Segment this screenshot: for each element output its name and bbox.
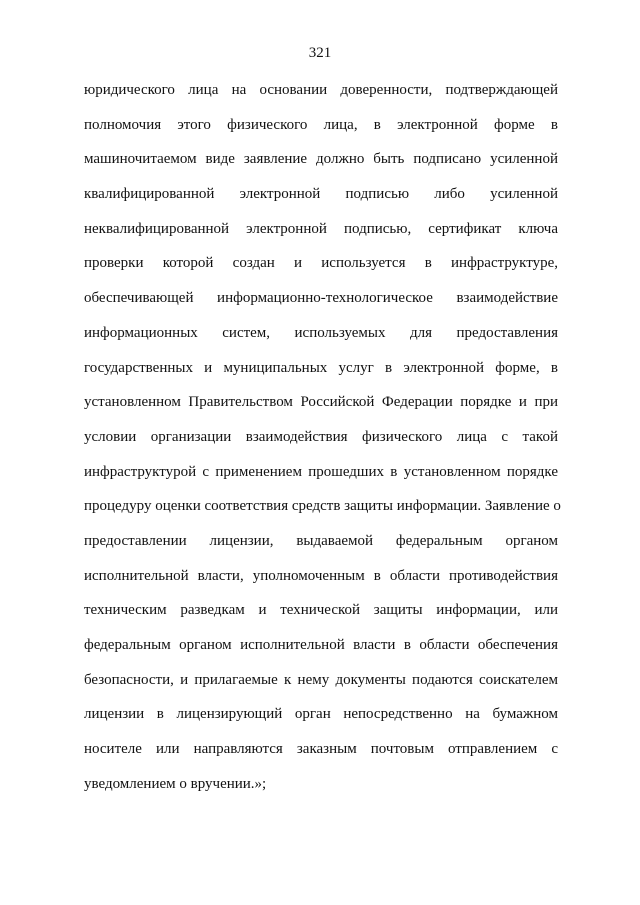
- text-line: уведомлением о вручении.»;: [84, 775, 267, 792]
- text-line: федеральным органом исполнительной власти в области обеспечения: [84, 637, 558, 653]
- text-line: лицензии в лицензирующий орган непосредственно на бумажном: [84, 706, 558, 723]
- page-number: 321: [308, 45, 332, 61]
- text-line: неквалифицированной электронной подписью, сертификат ключа: [84, 220, 558, 237]
- text-line: полномочия этого физического лица, в электронной форме в: [84, 116, 558, 133]
- text-line: информационных систем, используемых для предоставления: [84, 324, 558, 341]
- text-line: квалифицированной электронной подписью либо усиленной: [84, 186, 558, 203]
- text-line: инфраструктурой с применением прошедших в установленном порядке: [84, 463, 558, 480]
- text-line: носителе или направляются заказным почтовым отправлением с: [84, 741, 558, 758]
- text-line: обеспечивающей информационно-технологическое взаимодействие: [84, 290, 558, 307]
- text-line: машиночитаемом виде заявление должно быть подписано усиленной: [84, 151, 558, 168]
- text-line: условии организации взаимодействия физического лица с такой: [84, 428, 558, 445]
- text-line: безопасности, и прилагаемые к нему документы подаются соискателем: [84, 671, 558, 688]
- text-line: проверки которой создан и используется в инфраструктуре,: [84, 255, 558, 272]
- text-line: процедуру оценки соответствия средств защиты информации. Заявление о: [84, 498, 561, 515]
- text-line: предоставлении лицензии, выдаваемой федеральным органом: [84, 532, 558, 549]
- text-line: государственных и муниципальных услуг в электронной форме, в: [84, 359, 558, 376]
- text-line: юридического лица на основании доверенности, подтверждающей: [84, 82, 558, 98]
- text-line: установленном Правительством Российской Федерации порядке и при: [84, 394, 558, 411]
- body-text: [84, 80, 561, 808]
- text-line: техническим разведкам и технической защиты информации, или: [84, 602, 558, 619]
- text-line: исполнительной власти, уполномоченным в области противодействия: [84, 567, 558, 584]
